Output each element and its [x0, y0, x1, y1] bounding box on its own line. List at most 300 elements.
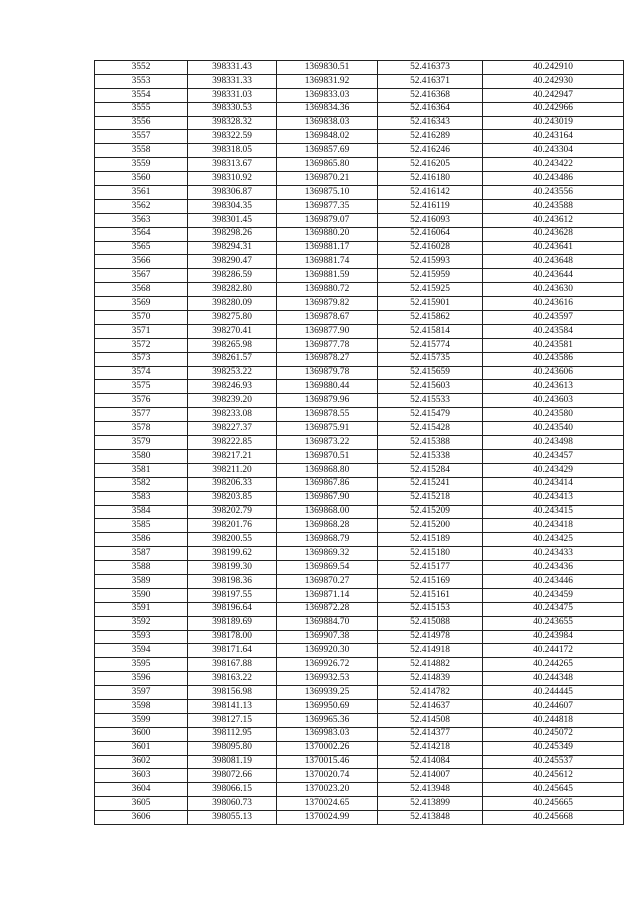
y-coordinate-cell: 1369868.80	[277, 463, 378, 477]
point-number-cell: 3575	[95, 380, 188, 394]
table-row	[95, 741, 624, 755]
x-coordinate-cell: 398280.09	[188, 297, 277, 311]
table-row	[95, 158, 624, 172]
x-coordinate-cell: 398246.93	[188, 380, 277, 394]
longitude-cell: 40.243648	[483, 255, 624, 269]
longitude-cell: 40.243304	[483, 144, 624, 158]
point-number-cell: 3588	[95, 561, 188, 575]
table-row	[95, 491, 624, 505]
x-coordinate-cell: 398306.87	[188, 186, 277, 200]
latitude-cell: 52.416064	[378, 227, 483, 241]
x-coordinate-cell: 398081.19	[188, 755, 277, 769]
latitude-cell: 52.415479	[378, 408, 483, 422]
x-coordinate-cell: 398200.55	[188, 533, 277, 547]
longitude-cell: 40.243436	[483, 561, 624, 575]
x-coordinate-cell: 398301.45	[188, 213, 277, 227]
point-number-cell: 3565	[95, 241, 188, 255]
table-row	[95, 727, 624, 741]
x-coordinate-cell: 398239.20	[188, 394, 277, 408]
latitude-cell: 52.416373	[378, 61, 483, 75]
longitude-cell: 40.244607	[483, 699, 624, 713]
latitude-cell: 52.416371	[378, 74, 483, 88]
longitude-cell: 40.244445	[483, 686, 624, 700]
latitude-cell: 52.415814	[378, 324, 483, 338]
table-row	[95, 324, 624, 338]
longitude-cell: 40.243581	[483, 338, 624, 352]
x-coordinate-cell: 398171.64	[188, 644, 277, 658]
x-coordinate-cell: 398202.79	[188, 505, 277, 519]
point-number-cell: 3605	[95, 797, 188, 811]
table-row	[95, 811, 624, 825]
x-coordinate-cell: 398199.62	[188, 547, 277, 561]
point-number-cell: 3569	[95, 297, 188, 311]
latitude-cell: 52.415925	[378, 283, 483, 297]
coordinates-table	[94, 60, 624, 825]
table-row	[95, 616, 624, 630]
x-coordinate-cell: 398222.85	[188, 436, 277, 450]
y-coordinate-cell: 1369868.28	[277, 519, 378, 533]
y-coordinate-cell: 1369873.22	[277, 436, 378, 450]
latitude-cell: 52.416246	[378, 144, 483, 158]
x-coordinate-cell: 398189.69	[188, 616, 277, 630]
longitude-cell: 40.243540	[483, 422, 624, 436]
longitude-cell: 40.243425	[483, 533, 624, 547]
point-number-cell: 3556	[95, 116, 188, 130]
longitude-cell: 40.243655	[483, 616, 624, 630]
table-row	[95, 574, 624, 588]
x-coordinate-cell: 398163.22	[188, 672, 277, 686]
point-number-cell: 3604	[95, 783, 188, 797]
y-coordinate-cell: 1369831.92	[277, 74, 378, 88]
x-coordinate-cell: 398253.22	[188, 366, 277, 380]
x-coordinate-cell: 398211.20	[188, 463, 277, 477]
longitude-cell: 40.243580	[483, 408, 624, 422]
latitude-cell: 52.415218	[378, 491, 483, 505]
x-coordinate-cell: 398060.73	[188, 797, 277, 811]
point-number-cell: 3594	[95, 644, 188, 658]
latitude-cell: 52.415088	[378, 616, 483, 630]
x-coordinate-cell: 398290.47	[188, 255, 277, 269]
y-coordinate-cell: 1369950.69	[277, 699, 378, 713]
longitude-cell: 40.245668	[483, 811, 624, 825]
latitude-cell: 52.416205	[378, 158, 483, 172]
table-row	[95, 519, 624, 533]
longitude-cell: 40.243475	[483, 602, 624, 616]
table-row	[95, 213, 624, 227]
point-number-cell: 3573	[95, 352, 188, 366]
table-row	[95, 658, 624, 672]
table-row	[95, 74, 624, 88]
y-coordinate-cell: 1369872.28	[277, 602, 378, 616]
longitude-cell: 40.243984	[483, 630, 624, 644]
x-coordinate-cell: 398206.33	[188, 477, 277, 491]
point-number-cell: 3586	[95, 533, 188, 547]
latitude-cell: 52.415862	[378, 311, 483, 325]
y-coordinate-cell: 1369867.90	[277, 491, 378, 505]
longitude-cell: 40.243164	[483, 130, 624, 144]
y-coordinate-cell: 1369838.03	[277, 116, 378, 130]
latitude-cell: 52.415735	[378, 352, 483, 366]
x-coordinate-cell: 398167.88	[188, 658, 277, 672]
table-row	[95, 227, 624, 241]
table-row	[95, 172, 624, 186]
x-coordinate-cell: 398203.85	[188, 491, 277, 505]
longitude-cell: 40.243597	[483, 311, 624, 325]
latitude-cell: 52.414882	[378, 658, 483, 672]
longitude-cell: 40.243414	[483, 477, 624, 491]
longitude-cell: 40.243584	[483, 324, 624, 338]
latitude-cell: 52.414007	[378, 769, 483, 783]
point-number-cell: 3597	[95, 686, 188, 700]
table-row	[95, 338, 624, 352]
y-coordinate-cell: 1369926.72	[277, 658, 378, 672]
y-coordinate-cell: 1369878.27	[277, 352, 378, 366]
latitude-cell: 52.415959	[378, 269, 483, 283]
table-row	[95, 463, 624, 477]
x-coordinate-cell: 398199.30	[188, 561, 277, 575]
table-row	[95, 297, 624, 311]
point-number-cell: 3570	[95, 311, 188, 325]
y-coordinate-cell: 1369879.78	[277, 366, 378, 380]
y-coordinate-cell: 1369878.55	[277, 408, 378, 422]
x-coordinate-cell: 398197.55	[188, 588, 277, 602]
table-row	[95, 394, 624, 408]
latitude-cell: 52.415428	[378, 422, 483, 436]
y-coordinate-cell: 1369965.36	[277, 713, 378, 727]
y-coordinate-cell: 1369880.72	[277, 283, 378, 297]
longitude-cell: 40.244348	[483, 672, 624, 686]
y-coordinate-cell: 1369875.91	[277, 422, 378, 436]
latitude-cell: 52.414508	[378, 713, 483, 727]
point-number-cell: 3562	[95, 199, 188, 213]
table-row	[95, 630, 624, 644]
point-number-cell: 3557	[95, 130, 188, 144]
x-coordinate-cell: 398141.13	[188, 699, 277, 713]
table-row	[95, 366, 624, 380]
longitude-cell: 40.243588	[483, 199, 624, 213]
point-number-cell: 3560	[95, 172, 188, 186]
longitude-cell: 40.245072	[483, 727, 624, 741]
latitude-cell: 52.415284	[378, 463, 483, 477]
x-coordinate-cell: 398310.92	[188, 172, 277, 186]
x-coordinate-cell: 398233.08	[188, 408, 277, 422]
point-number-cell: 3571	[95, 324, 188, 338]
table-row	[95, 311, 624, 325]
x-coordinate-cell: 398286.59	[188, 269, 277, 283]
latitude-cell: 52.416368	[378, 88, 483, 102]
table-row	[95, 783, 624, 797]
longitude-cell: 40.242910	[483, 61, 624, 75]
point-number-cell: 3595	[95, 658, 188, 672]
point-number-cell: 3572	[95, 338, 188, 352]
point-number-cell: 3587	[95, 547, 188, 561]
latitude-cell: 52.414377	[378, 727, 483, 741]
latitude-cell: 52.414218	[378, 741, 483, 755]
y-coordinate-cell: 1369868.79	[277, 533, 378, 547]
longitude-cell: 40.243606	[483, 366, 624, 380]
point-number-cell: 3600	[95, 727, 188, 741]
latitude-cell: 52.416028	[378, 241, 483, 255]
point-number-cell: 3578	[95, 422, 188, 436]
longitude-cell: 40.245349	[483, 741, 624, 755]
point-number-cell: 3599	[95, 713, 188, 727]
point-number-cell: 3589	[95, 574, 188, 588]
y-coordinate-cell: 1369869.54	[277, 561, 378, 575]
longitude-cell: 40.243457	[483, 449, 624, 463]
y-coordinate-cell: 1369834.36	[277, 102, 378, 116]
latitude-cell: 52.415901	[378, 297, 483, 311]
x-coordinate-cell: 398066.15	[188, 783, 277, 797]
point-number-cell: 3574	[95, 366, 188, 380]
y-coordinate-cell: 1370002.26	[277, 741, 378, 755]
longitude-cell: 40.244172	[483, 644, 624, 658]
table-row	[95, 61, 624, 75]
y-coordinate-cell: 1369848.02	[277, 130, 378, 144]
y-coordinate-cell: 1369881.59	[277, 269, 378, 283]
x-coordinate-cell: 398331.33	[188, 74, 277, 88]
table-row	[95, 769, 624, 783]
longitude-cell: 40.243556	[483, 186, 624, 200]
latitude-cell: 52.414978	[378, 630, 483, 644]
x-coordinate-cell: 398127.15	[188, 713, 277, 727]
latitude-cell: 52.415189	[378, 533, 483, 547]
y-coordinate-cell: 1370024.99	[277, 811, 378, 825]
x-coordinate-cell: 398331.43	[188, 61, 277, 75]
point-number-cell: 3601	[95, 741, 188, 755]
point-number-cell: 3596	[95, 672, 188, 686]
y-coordinate-cell: 1370023.20	[277, 783, 378, 797]
latitude-cell: 52.414637	[378, 699, 483, 713]
latitude-cell: 52.415161	[378, 588, 483, 602]
y-coordinate-cell: 1369867.86	[277, 477, 378, 491]
longitude-cell: 40.245612	[483, 769, 624, 783]
y-coordinate-cell: 1369870.27	[277, 574, 378, 588]
latitude-cell: 52.416364	[378, 102, 483, 116]
table-row	[95, 672, 624, 686]
table-row	[95, 755, 624, 769]
y-coordinate-cell: 1369875.10	[277, 186, 378, 200]
table-row	[95, 422, 624, 436]
y-coordinate-cell: 1369871.14	[277, 588, 378, 602]
table-row	[95, 352, 624, 366]
point-number-cell: 3577	[95, 408, 188, 422]
x-coordinate-cell: 398201.76	[188, 519, 277, 533]
y-coordinate-cell: 1369870.21	[277, 172, 378, 186]
point-number-cell: 3552	[95, 61, 188, 75]
latitude-cell: 52.416289	[378, 130, 483, 144]
latitude-cell: 52.413899	[378, 797, 483, 811]
table-row	[95, 505, 624, 519]
longitude-cell: 40.243498	[483, 436, 624, 450]
y-coordinate-cell: 1370015.46	[277, 755, 378, 769]
y-coordinate-cell: 1369879.82	[277, 297, 378, 311]
point-number-cell: 3591	[95, 602, 188, 616]
latitude-cell: 52.416119	[378, 199, 483, 213]
table-row	[95, 130, 624, 144]
table-row	[95, 241, 624, 255]
longitude-cell: 40.245645	[483, 783, 624, 797]
latitude-cell: 52.414782	[378, 686, 483, 700]
point-number-cell: 3553	[95, 74, 188, 88]
point-number-cell: 3598	[95, 699, 188, 713]
longitude-cell: 40.243586	[483, 352, 624, 366]
longitude-cell: 40.243422	[483, 158, 624, 172]
latitude-cell: 52.415180	[378, 547, 483, 561]
y-coordinate-cell: 1369880.44	[277, 380, 378, 394]
y-coordinate-cell: 1369870.51	[277, 449, 378, 463]
latitude-cell: 52.415659	[378, 366, 483, 380]
x-coordinate-cell: 398055.13	[188, 811, 277, 825]
table-row	[95, 102, 624, 116]
longitude-cell: 40.242966	[483, 102, 624, 116]
x-coordinate-cell: 398282.80	[188, 283, 277, 297]
latitude-cell: 52.415241	[378, 477, 483, 491]
x-coordinate-cell: 398072.66	[188, 769, 277, 783]
x-coordinate-cell: 398198.36	[188, 574, 277, 588]
table-row	[95, 588, 624, 602]
longitude-cell: 40.244265	[483, 658, 624, 672]
y-coordinate-cell: 1369932.53	[277, 672, 378, 686]
point-number-cell: 3592	[95, 616, 188, 630]
latitude-cell: 52.415993	[378, 255, 483, 269]
latitude-cell: 52.415774	[378, 338, 483, 352]
point-number-cell: 3559	[95, 158, 188, 172]
point-number-cell: 3585	[95, 519, 188, 533]
point-number-cell: 3606	[95, 811, 188, 825]
y-coordinate-cell: 1370020.74	[277, 769, 378, 783]
point-number-cell: 3576	[95, 394, 188, 408]
table-row	[95, 436, 624, 450]
y-coordinate-cell: 1369865.80	[277, 158, 378, 172]
table-row	[95, 644, 624, 658]
point-number-cell: 3558	[95, 144, 188, 158]
table-row	[95, 533, 624, 547]
table-row	[95, 186, 624, 200]
point-number-cell: 3593	[95, 630, 188, 644]
point-number-cell: 3583	[95, 491, 188, 505]
longitude-cell: 40.243413	[483, 491, 624, 505]
x-coordinate-cell: 398178.00	[188, 630, 277, 644]
longitude-cell: 40.243613	[483, 380, 624, 394]
latitude-cell: 52.414918	[378, 644, 483, 658]
y-coordinate-cell: 1369830.51	[277, 61, 378, 75]
longitude-cell: 40.243433	[483, 547, 624, 561]
longitude-cell: 40.243415	[483, 505, 624, 519]
point-number-cell: 3603	[95, 769, 188, 783]
x-coordinate-cell: 398298.26	[188, 227, 277, 241]
point-number-cell: 3554	[95, 88, 188, 102]
longitude-cell: 40.243486	[483, 172, 624, 186]
point-number-cell: 3584	[95, 505, 188, 519]
point-number-cell: 3566	[95, 255, 188, 269]
y-coordinate-cell: 1369907.38	[277, 630, 378, 644]
table-row	[95, 283, 624, 297]
x-coordinate-cell: 398330.53	[188, 102, 277, 116]
latitude-cell: 52.413848	[378, 811, 483, 825]
y-coordinate-cell: 1369983.03	[277, 727, 378, 741]
y-coordinate-cell: 1369879.07	[277, 213, 378, 227]
x-coordinate-cell: 398270.41	[188, 324, 277, 338]
point-number-cell: 3561	[95, 186, 188, 200]
coordinates-table-body	[95, 61, 624, 825]
table-row	[95, 686, 624, 700]
latitude-cell: 52.415388	[378, 436, 483, 450]
latitude-cell: 52.416343	[378, 116, 483, 130]
longitude-cell: 40.243446	[483, 574, 624, 588]
table-row	[95, 713, 624, 727]
longitude-cell: 40.243612	[483, 213, 624, 227]
x-coordinate-cell: 398318.05	[188, 144, 277, 158]
longitude-cell: 40.245665	[483, 797, 624, 811]
longitude-cell: 40.243418	[483, 519, 624, 533]
x-coordinate-cell: 398313.67	[188, 158, 277, 172]
latitude-cell: 52.415338	[378, 449, 483, 463]
table-row	[95, 116, 624, 130]
longitude-cell: 40.243616	[483, 297, 624, 311]
table-row	[95, 255, 624, 269]
latitude-cell: 52.415200	[378, 519, 483, 533]
longitude-cell: 40.243429	[483, 463, 624, 477]
longitude-cell: 40.245537	[483, 755, 624, 769]
point-number-cell: 3555	[95, 102, 188, 116]
longitude-cell: 40.243628	[483, 227, 624, 241]
longitude-cell: 40.243019	[483, 116, 624, 130]
x-coordinate-cell: 398156.98	[188, 686, 277, 700]
y-coordinate-cell: 1369868.00	[277, 505, 378, 519]
table-row	[95, 199, 624, 213]
longitude-cell: 40.243630	[483, 283, 624, 297]
x-coordinate-cell: 398328.32	[188, 116, 277, 130]
y-coordinate-cell: 1369881.74	[277, 255, 378, 269]
point-number-cell: 3563	[95, 213, 188, 227]
longitude-cell: 40.242947	[483, 88, 624, 102]
point-number-cell: 3564	[95, 227, 188, 241]
table-row	[95, 561, 624, 575]
table-row	[95, 477, 624, 491]
y-coordinate-cell: 1370024.65	[277, 797, 378, 811]
x-coordinate-cell: 398294.31	[188, 241, 277, 255]
longitude-cell: 40.244818	[483, 713, 624, 727]
y-coordinate-cell: 1369884.70	[277, 616, 378, 630]
x-coordinate-cell: 398217.21	[188, 449, 277, 463]
latitude-cell: 52.415209	[378, 505, 483, 519]
x-coordinate-cell: 398261.57	[188, 352, 277, 366]
latitude-cell: 52.415169	[378, 574, 483, 588]
y-coordinate-cell: 1369920.30	[277, 644, 378, 658]
y-coordinate-cell: 1369869.32	[277, 547, 378, 561]
latitude-cell: 52.416142	[378, 186, 483, 200]
x-coordinate-cell: 398112.95	[188, 727, 277, 741]
point-number-cell: 3590	[95, 588, 188, 602]
point-number-cell: 3567	[95, 269, 188, 283]
x-coordinate-cell: 398227.37	[188, 422, 277, 436]
latitude-cell: 52.416093	[378, 213, 483, 227]
x-coordinate-cell: 398265.98	[188, 338, 277, 352]
table-row	[95, 602, 624, 616]
y-coordinate-cell: 1369939.25	[277, 686, 378, 700]
table-row	[95, 797, 624, 811]
table-row	[95, 449, 624, 463]
table-row	[95, 699, 624, 713]
point-number-cell: 3568	[95, 283, 188, 297]
latitude-cell: 52.415177	[378, 561, 483, 575]
latitude-cell: 52.416180	[378, 172, 483, 186]
table-row	[95, 408, 624, 422]
point-number-cell: 3602	[95, 755, 188, 769]
latitude-cell: 52.415603	[378, 380, 483, 394]
longitude-cell: 40.243459	[483, 588, 624, 602]
x-coordinate-cell: 398275.80	[188, 311, 277, 325]
